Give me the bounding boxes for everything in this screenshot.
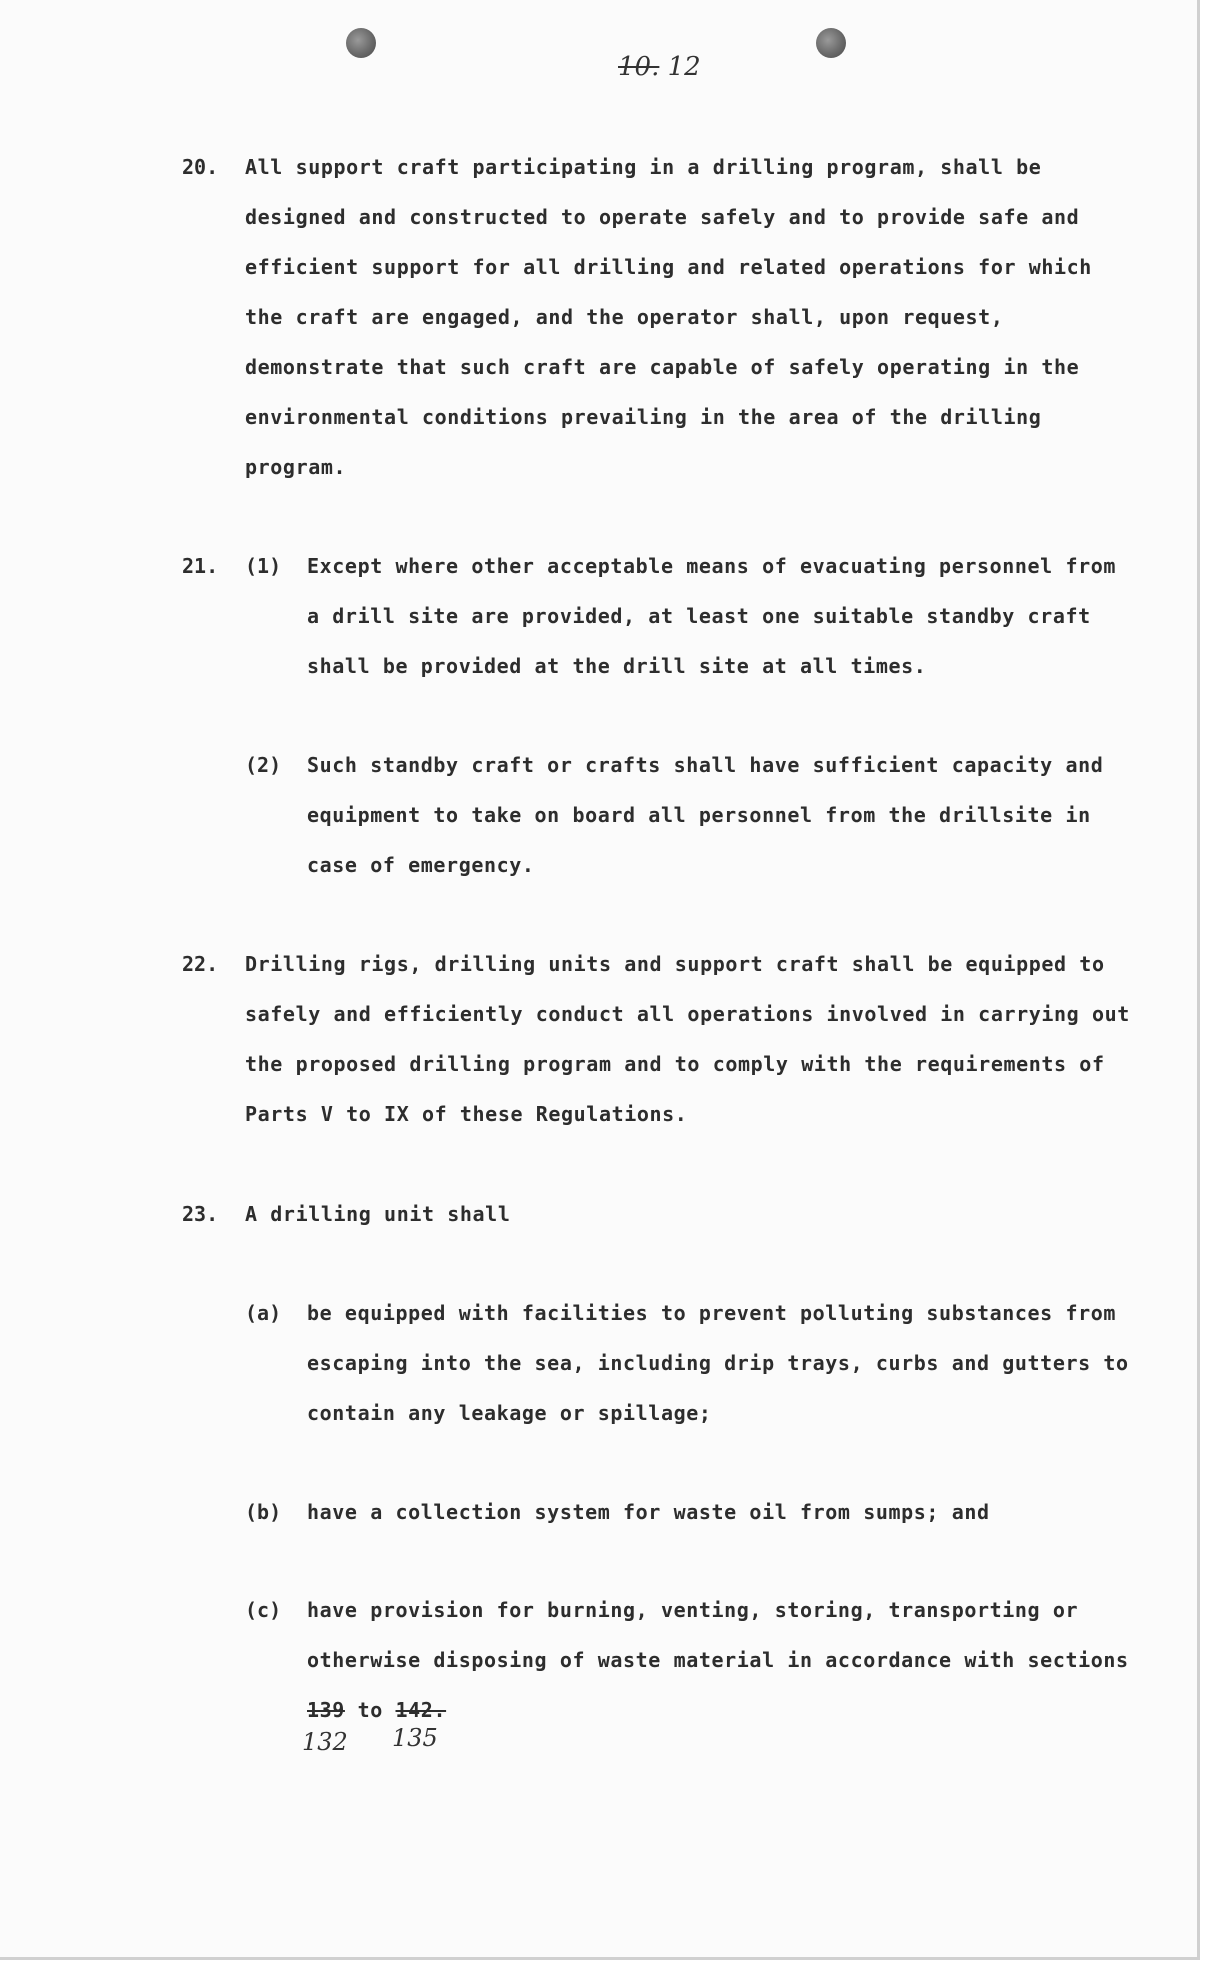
paragraph-line: efficient support for all drilling and related operations for which	[245, 255, 1092, 279]
paragraph-line: be equipped with facilities to prevent polluting substances from	[307, 1301, 1117, 1325]
paragraph-line: program.	[245, 455, 347, 479]
paragraph-line: A drilling unit shall	[245, 1202, 511, 1226]
paragraph-line: shall be provided at the drill site at all times.	[307, 654, 927, 678]
paragraph-line: have provision for burning, venting, storing, transporting or	[307, 1598, 1079, 1622]
paragraph-line: otherwise disposing of waste material in accordance with sections	[307, 1648, 1129, 1672]
page-number	[618, 52, 701, 82]
paragraph-line: All support craft participating in a drilling program, shall be	[245, 155, 1042, 179]
reference-to: to	[344, 1698, 396, 1722]
subsection-label: (b)	[245, 1500, 282, 1524]
paragraph-line: safely and efficiently conduct all operations involved in carrying out	[245, 1002, 1130, 1026]
paragraph-line: the proposed drilling program and to comply with the requirements of	[245, 1052, 1105, 1076]
paragraph-line: environmental conditions prevailing in the area of the drilling	[245, 405, 1042, 429]
struck-reference-end: 142.	[395, 1698, 447, 1722]
paragraph-line: the craft are engaged, and the operator shall, upon request,	[245, 305, 1004, 329]
section-reference-line	[307, 1698, 446, 1722]
section-number: 21.	[182, 554, 219, 578]
subsection-label: (1)	[245, 554, 282, 578]
section-number: 20.	[182, 155, 219, 179]
paragraph-line: case of emergency.	[307, 853, 535, 877]
punch-hole-right	[816, 28, 846, 58]
paragraph-line: Except where other acceptable means of evacuating personnel from	[307, 554, 1117, 578]
struck-reference-start: 139	[307, 1698, 345, 1722]
paragraph-line: have a collection system for waste oil from sumps; and	[307, 1500, 990, 1524]
subsection-label: (a)	[245, 1301, 282, 1325]
subsection-label: (c)	[245, 1598, 282, 1622]
paragraph-line: escaping into the sea, including drip trays, curbs and gutters to	[307, 1351, 1129, 1375]
punch-hole-left	[346, 28, 376, 58]
paragraph-line: Such standby craft or crafts shall have sufficient capacity and	[307, 753, 1104, 777]
handwritten-reference-start: 132	[302, 1728, 348, 1756]
paragraph-line: demonstrate that such craft are capable of safely operating in the	[245, 355, 1080, 379]
section-number: 23.	[182, 1202, 219, 1226]
page-number-struck: 10.	[618, 52, 660, 82]
subsection-label: (2)	[245, 753, 282, 777]
handwritten-reference-end: 135	[392, 1724, 438, 1752]
paragraph-line: designed and constructed to operate safely and to provide safe and	[245, 205, 1080, 229]
paragraph-line: Drilling rigs, drilling units and support craft shall be equipped to	[245, 952, 1105, 976]
paragraph-line: equipment to take on board all personnel from the drillsite in	[307, 803, 1091, 827]
paragraph-line: Parts V to IX of these Regulations.	[245, 1102, 688, 1126]
section-number: 22.	[182, 952, 219, 976]
paragraph-line: a drill site are provided, at least one suitable standby craft	[307, 604, 1091, 628]
paragraph-line: contain any leakage or spillage;	[307, 1401, 712, 1425]
page-number-handwritten: 12	[667, 52, 701, 82]
